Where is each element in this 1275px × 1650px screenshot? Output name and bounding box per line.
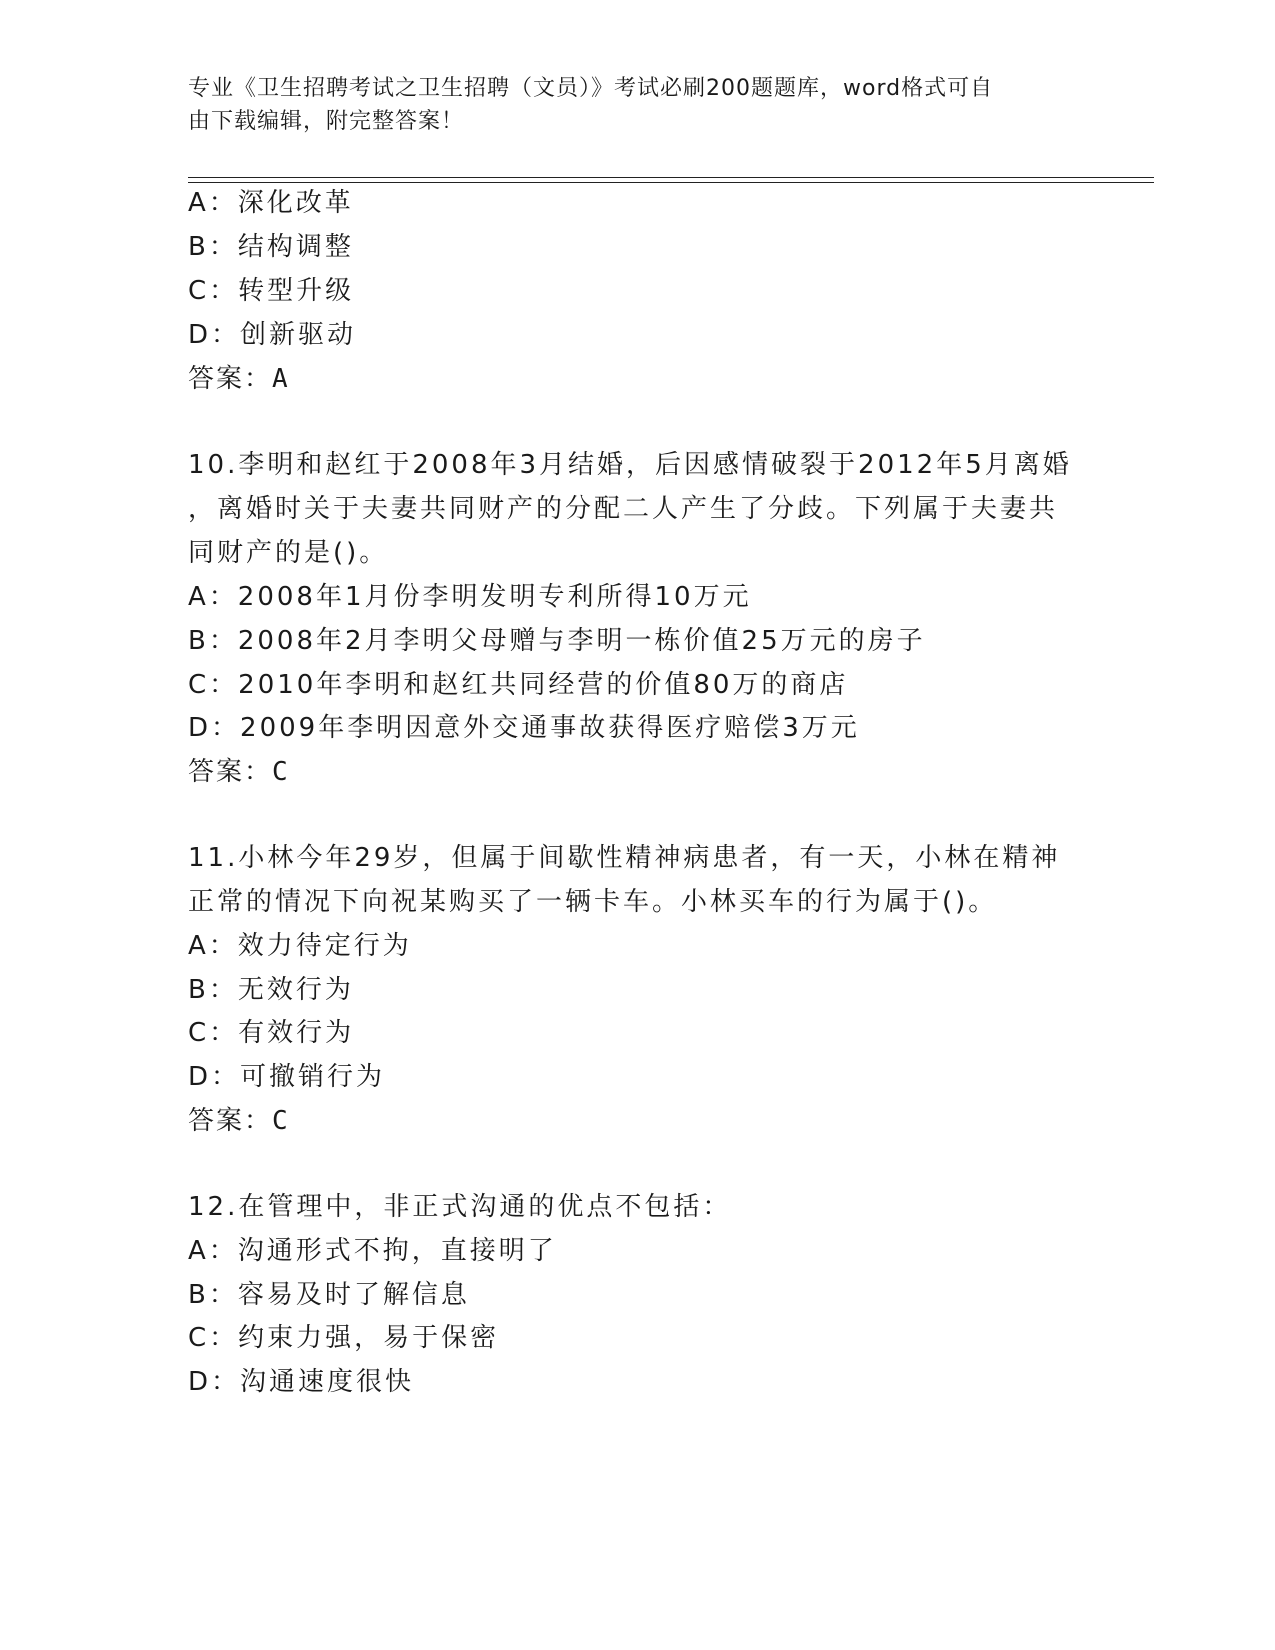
q9-answer: [188, 364, 289, 394]
header-line-2: 由下载编辑，附完整答案！: [188, 109, 465, 134]
q12-option-a: A：沟通形式不拘，直接明了: [188, 1236, 557, 1266]
q10-option-a: A：2008年1月份李明发明专利所得10万元: [188, 582, 752, 612]
q11-answer: [188, 1106, 289, 1136]
q11-option-a: A：效力待定行为: [188, 931, 412, 961]
q12-option-d: D：沟通速度很快: [188, 1367, 415, 1397]
q11-option-d: D：可撤销行为: [188, 1062, 386, 1092]
q10-option-d: D：2009年李明因意外交通事故获得医疗赔偿3万元: [188, 713, 860, 743]
answer-value: C: [272, 757, 289, 787]
header-divider-top: [188, 177, 1154, 178]
header-line-1: 专业《卫生招聘考试之卫生招聘（文员）》考试必刷200题题库，word格式可自: [188, 76, 994, 101]
q9-option-c: C：转型升级: [188, 276, 355, 306]
q12-option-c: C：约束力强，易于保密: [188, 1323, 500, 1353]
q10-option-b: B：2008年2月李明父母赠与李明一栋价值25万元的房子: [188, 626, 926, 656]
q10-stem-line-3: 同财产的是()。: [188, 538, 389, 568]
document-header: [188, 72, 1088, 138]
header-divider-bottom: [188, 182, 1154, 183]
answer-value: C: [272, 1106, 289, 1136]
q9-option-d: D：创新驱动: [188, 320, 357, 350]
answer-value: A: [272, 364, 289, 394]
q11-stem-line-2: 正常的情况下向祝某购买了一辆卡车。小林买车的行为属于()。: [188, 887, 998, 917]
q12-option-b: B：容易及时了解信息: [188, 1280, 470, 1310]
q10-option-c: C：2010年李明和赵红共同经营的价值80万的商店: [188, 670, 849, 700]
q9-option-b: B：结构调整: [188, 232, 354, 262]
q10-answer: [188, 757, 289, 787]
q10-stem-line-2: ，离婚时关于夫妻共同财产的分配二人产生了分歧。下列属于夫妻共: [188, 494, 1059, 524]
answer-label: 答案：: [188, 364, 273, 394]
answer-label: 答案：: [188, 1106, 273, 1136]
q11-stem-line-1: 11.小林今年29岁，但属于间歇性精神病患者，有一天，小林在精神: [188, 843, 1061, 873]
q11-option-b: B：无效行为: [188, 975, 354, 1005]
answer-label: 答案：: [188, 757, 273, 787]
q9-option-a: A：深化改革: [188, 188, 354, 218]
q12-stem-line-1: 12.在管理中，非正式沟通的优点不包括：: [188, 1192, 732, 1222]
q11-option-c: C：有效行为: [188, 1018, 355, 1048]
q10-stem-line-1: 10.李明和赵红于2008年3月结婚，后因感情破裂于2012年5月离婚: [188, 450, 1072, 480]
